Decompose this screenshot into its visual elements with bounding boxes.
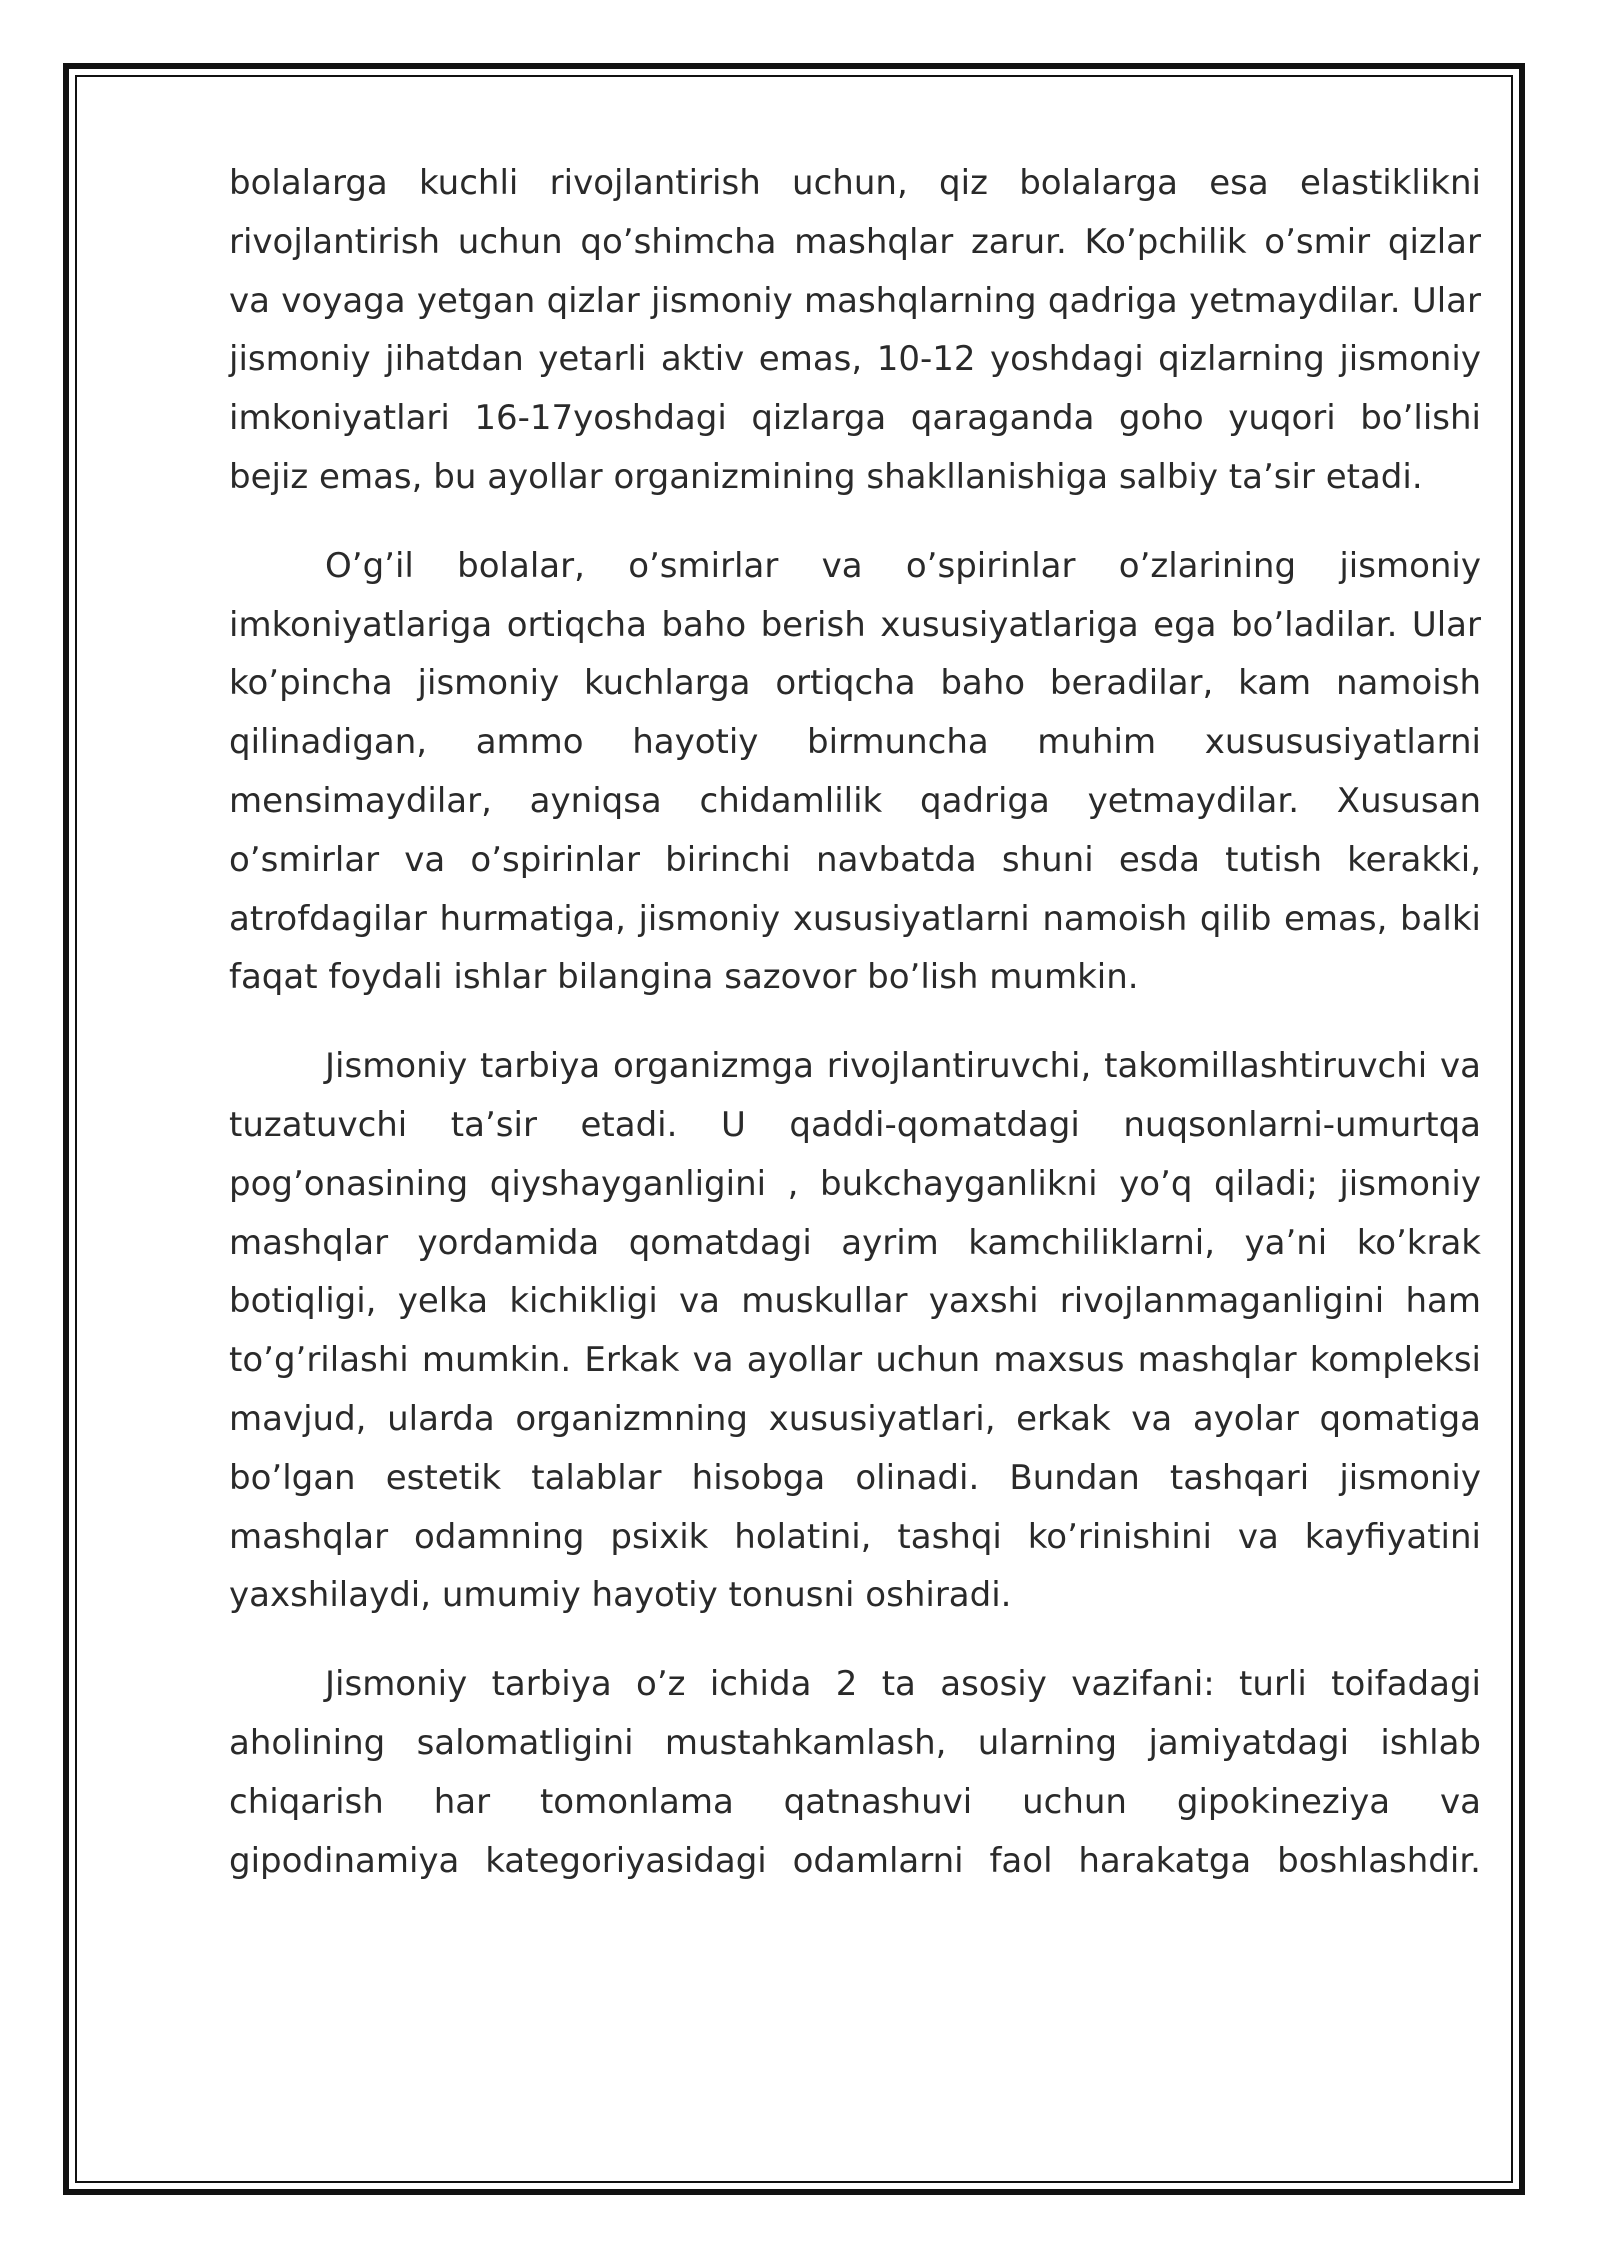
paragraph-1: bolalarga kuchli rivojlantirish uchun, qiz bolalarga esa elastiklikni rivojlantirish uchun qo’shimcha mashqlar zarur. Ko’pchilik o’smir qizlar va voyaga yetgan qizlar jismoniy mashqlarning qadriga yetmaydilar. Ular jismoniy jihatdan yetarli aktiv emas, 10-12 yoshdagi qizlarning jismoniy imkoniyatlari 16-17yoshdagi qizlarga qaraganda goho yuqori bo’lishi bejiz emas, bu ayollar organizmining shakllanishiga salbiy ta’sir etadi. — [229, 163, 1481, 497]
paragraph-2: O’g’il bolalar, o’smirlar va o’spirinlar o’zlarining jismoniy imkoniyatlariga ortiqcha baho berish xususiyatlariga ega bo’ladilar. Ular ko’pincha jismoniy kuchlarga ortiqcha baho beradilar, kam namoish qilinadigan, ammo hayotiy birmuncha muhim xusususiyatlarni mensimaydilar, ayniqsa chidamlilik qadriga yetmaydilar. Xususan o’smirlar va o’spirinlar birinchi navbatda shuni esda tutish kerakki, atrofdagilar hurmatiga, jismoniy xususiyatlarni namoish qilib emas, balki faqat foydali ishlar bilangina sazovor bo’lish mumkin. — [229, 545, 1481, 998]
paragraph-3: Jismoniy tarbiya organizmga rivojlantiruvchi, takomillashtiruvchi va tuzatuvchi ta’sir etadi. U qaddi-qomatdagi nuqsonlarni-umurtqa pog’onasining qiyshayganligini , bukchayganlikni yo’q qiladi; jismoniy mashqlar yordamida qomatdagi ayrim kamchiliklarni, ya’ni ko’krak botiqligi, yelka kichikligi va muskullar yaxshi rivojlanmaganligini ham to’g’rilashi mumkin. Erkak va ayollar uchun maxsus mashqlar kompleksi mavjud, ularda organizmning xususiyatlari, erkak va ayolar qomatiga bo’lgan estetik talablar hisobga olinadi. Bundan tashqari jismoniy mashqlar odamning psixik holatini, tashqi ko’rinishini va kayfiyatini yaxshilaydi, umumiy hayotiy tonusni oshiradi. — [229, 1046, 1481, 1616]
paragraph-4: Jismoniy tarbiya o’z ichida 2 ta asosiy vazifani: turli toifadagi aholining salomatligini mustahkamlash, ularning jamiyatdagi ishlab chiqarish har tomonlama qatnashuvi uchun gipokineziya va gipodinamiya kategoriyasidagi odamlarni faol harakatga boshlashdir. — [229, 1664, 1481, 1881]
document-body — [229, 154, 1481, 1920]
